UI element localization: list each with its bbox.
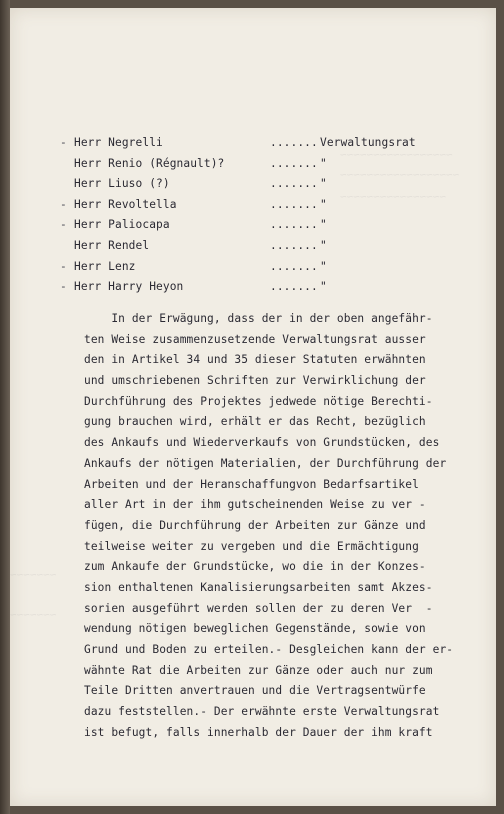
member-role: " — [320, 156, 327, 170]
text-line: aller Art in der ihm gutscheinenden Weise zu ver - — [84, 498, 426, 512]
leader-dots: ....... — [270, 156, 318, 170]
member-name: Herr Paliocapa — [74, 218, 170, 232]
text-line: ten Weise zusammenzusetzende Verwaltungsrat ausser — [84, 332, 426, 346]
member-name: Herr Renio (Régnault)? — [74, 156, 225, 170]
text-line: wähnte Rat die Arbeiten zur Gänze oder auch nur zum — [84, 663, 433, 677]
member-role: " — [320, 218, 327, 232]
member-name: Herr Revoltella — [74, 197, 177, 211]
text-line: fügen, die Durchführung der Arbeiten zur Gänze und — [84, 518, 426, 532]
bleed-through-texture: ~~~~~~~~~~~~~~~~~ — [340, 148, 453, 161]
text-line: Grund und Boden zu erteilen.- Desgleichen kann der er- — [84, 643, 454, 656]
text-line: In der Erwägung, dass der in der oben angefähr- — [84, 312, 433, 325]
page-edge-shadow — [0, 0, 10, 814]
member-name: Herr Liuso (?) — [74, 177, 170, 191]
member-name: Herr Harry Heyon — [74, 280, 184, 294]
text-line: ist befugt, falls innerhalb der Dauer der ihm kraft — [84, 725, 433, 739]
leader-dots: ....... — [270, 280, 318, 294]
text-line: sion enthaltenen Kanalisierungsarbeiten samt Akzes- — [84, 580, 433, 594]
bleed-through-texture: ~~~~~~~ — [10, 608, 57, 621]
bleed-through-texture: ~~~~~~~~~~~~~~~~~~ — [340, 168, 460, 181]
member-row — [60, 197, 454, 219]
text-line: des Ankaufs und Wiederverkaufs von Grundstücken, des — [84, 436, 440, 450]
leader-dots: ....... — [270, 177, 318, 191]
member-row — [60, 136, 454, 157]
text-line: Ankaufs der nötigen Materialien, der Durchführung der — [84, 456, 447, 470]
text-line: wendung nötigen beweglichen Gegenstände, sowie von — [84, 622, 426, 636]
margin-dash-mark: - — [60, 136, 67, 149]
member-row — [60, 280, 454, 301]
text-line: und umschriebenen Schriften zur Verwirklichung der — [84, 374, 426, 388]
member-role: " — [320, 259, 327, 273]
leader-dots: ....... — [270, 218, 318, 232]
text-line: dazu feststellen.- Der erwähnte erste Verwaltungsrat — [84, 705, 440, 719]
text-line: Arbeiten und der Heranschaffungvon Bedarfsartikel — [84, 477, 419, 491]
text-line: Durchführung des Projektes jedwede nötige Berechti- — [84, 394, 433, 408]
member-role: " — [320, 280, 327, 294]
board-member-list — [60, 136, 454, 301]
text-line: teilweise weiter zu vergeben und die Ermächtigung — [84, 539, 419, 553]
text-line: zum Ankaufe der Grundstücke, wo die in der Konzes- — [84, 560, 426, 574]
member-row — [74, 177, 454, 198]
member-row — [60, 259, 454, 281]
member-role: " — [320, 238, 327, 252]
leader-dots: ....... — [270, 197, 318, 211]
leader-dots: ....... — [270, 259, 318, 273]
member-role: Verwaltungsrat — [320, 136, 416, 149]
text-line: gung brauchen wird, erhält er das Recht, bezüglich — [84, 415, 426, 429]
bleed-through-texture: ~~~~~~~ — [10, 568, 57, 581]
text-line: den in Artikel 34 und 35 dieser Statuten erwähnten — [84, 353, 426, 367]
member-name: Herr Negrelli — [74, 136, 163, 149]
margin-dash-mark: - — [60, 218, 67, 232]
text-line: Teile Dritten anvertrauen und die Vertragsentwürfe — [84, 684, 426, 698]
member-row — [60, 218, 454, 239]
statute-body-text — [84, 312, 484, 746]
member-role: " — [320, 197, 327, 211]
margin-dash-mark: - — [60, 280, 67, 294]
leader-dots: ....... — [270, 238, 318, 252]
member-role: " — [320, 177, 327, 191]
member-name: Herr Lenz — [74, 259, 136, 273]
margin-dash-mark: - — [60, 197, 67, 211]
member-row — [74, 239, 454, 260]
member-name: Herr Rendel — [74, 238, 150, 252]
text-line: sorien ausgeführt werden sollen der zu deren Ver - — [84, 601, 433, 615]
member-row — [74, 157, 454, 178]
bleed-through-texture: ~~~~~~~~~~~~~~~~ — [340, 190, 446, 203]
leader-dots: ....... — [270, 136, 318, 149]
margin-dash-mark: - — [60, 259, 67, 273]
